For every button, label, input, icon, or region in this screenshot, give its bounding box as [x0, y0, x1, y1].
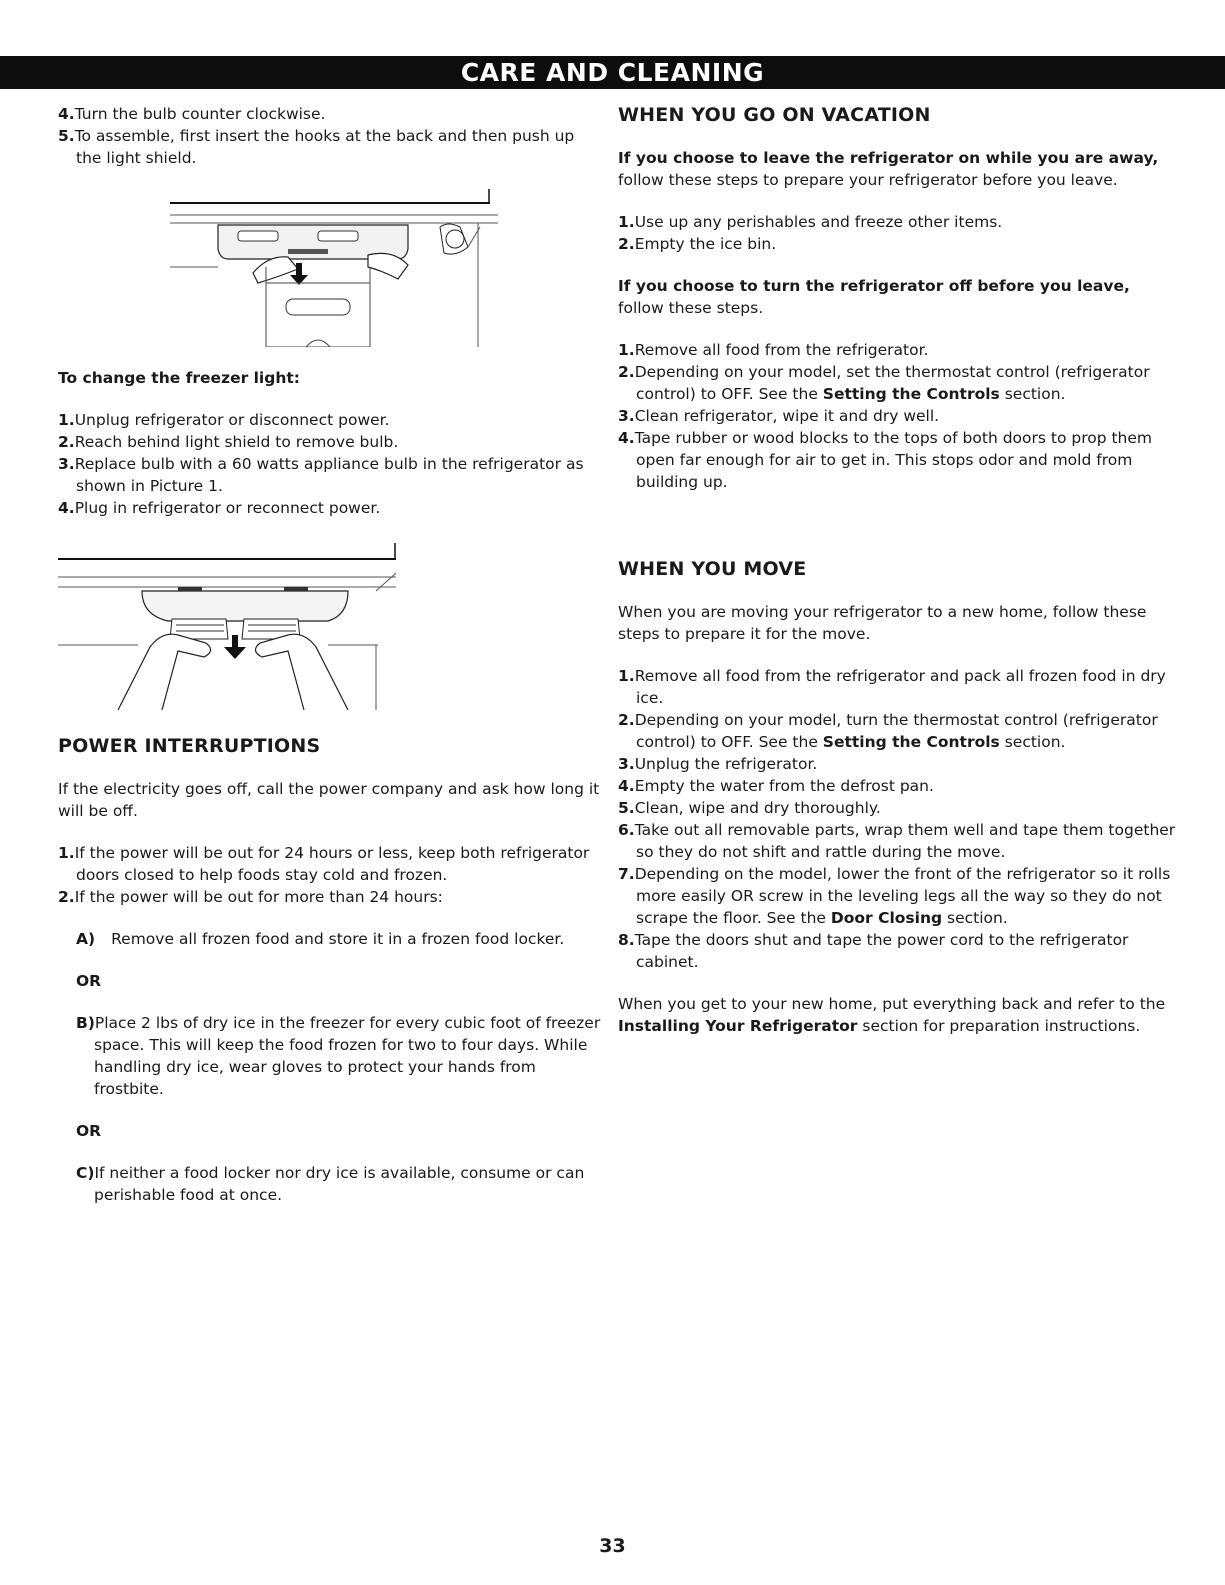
- list-item: 2.If the power will be out for more than 24 hours:: [58, 888, 443, 906]
- move-intro: When you are moving your refrigerator to a new home, follow these steps to prepare it for the move.: [618, 603, 1147, 643]
- freezer-light-heading: To change the freezer light:: [58, 369, 300, 387]
- list-item: 2.Depending on your model, set the thermostat control (refrigerator control) to OFF. See the Setting the Controls section.: [618, 363, 1150, 403]
- or-separator: OR: [76, 1122, 102, 1140]
- list-item: 2.Reach behind light shield to remove bulb.: [58, 433, 399, 451]
- list-item: 1.If the power will be out for 24 hours or less, keep both refrigerator doors closed to help foods stay cold and frozen.: [58, 844, 590, 884]
- vacation-off-intro: If you choose to turn the refrigerator off before you leave, follow these steps.: [618, 277, 1130, 317]
- left-column: [58, 103, 603, 1206]
- vacation-heading: WHEN YOU GO ON VACATION: [618, 104, 931, 126]
- list-item: 4.Empty the water from the defrost pan.: [618, 777, 934, 795]
- light-shield-illustration: [168, 187, 608, 347]
- page-number: 33: [599, 1535, 626, 1557]
- list-item: 4.Tape rubber or wood blocks to the tops of both doors to prop them open far enough for air to get in. This stops odor and mold from building up.: [618, 429, 1153, 491]
- option-c: C)If neither a food locker nor dry ice is available, consume or can perishable food at once.: [76, 1164, 585, 1204]
- list-item: 4.Turn the bulb counter clockwise.: [58, 105, 326, 123]
- move-closing: When you get to your new home, put everything back and refer to the Installing Your Refrigerator section for preparation instructions.: [618, 995, 1166, 1035]
- freezer-light-shield-illustration: [58, 535, 403, 710]
- list-item: 7.Depending on the model, lower the front of the refrigerator so it rolls more easily OR screw in the leveling legs all the way so they do not scrape the floor. See the Door Closing section.: [618, 865, 1171, 927]
- list-item: 5.To assemble, first insert the hooks at the back and then push up the light shield.: [58, 127, 575, 167]
- vacation-on-intro: If you choose to leave the refrigerator on while you are away, follow these steps to prepare your refrigerator before you leave.: [618, 149, 1159, 189]
- list-item: 3.Replace bulb with a 60 watts appliance bulb in the refrigerator as shown in Picture 1.: [58, 455, 584, 495]
- list-item: 2.Empty the ice bin.: [618, 235, 777, 253]
- list-item: 3.Unplug the refrigerator.: [618, 755, 818, 773]
- or-separator: OR: [76, 972, 102, 990]
- move-heading: WHEN YOU MOVE: [618, 558, 807, 580]
- list-item: 6.Take out all removable parts, wrap them well and tape them together so they do not shift and rattle during the move.: [618, 821, 1176, 861]
- option-b: B)Place 2 lbs of dry ice in the freezer for every cubic foot of freezer space. This will keep the food frozen for two to four days. While handling dry ice, wear gloves to protect your hands from frostbite.: [76, 1014, 601, 1098]
- right-column: [618, 103, 1178, 1037]
- list-item: 1.Unplug refrigerator or disconnect power.: [58, 411, 390, 429]
- option-a: A) Remove all frozen food and store it in a frozen food locker.: [76, 930, 565, 948]
- section-title-banner: CARE AND CLEANING: [0, 56, 1225, 89]
- power-intro: If the electricity goes off, call the power company and ask how long it will be off.: [58, 780, 600, 820]
- list-item: 4.Plug in refrigerator or reconnect power.: [58, 499, 381, 517]
- list-item: 3.Clean refrigerator, wipe it and dry well.: [618, 407, 940, 425]
- power-interruptions-heading: POWER INTERRUPTIONS: [58, 735, 321, 757]
- list-item: 2.Depending on your model, turn the thermostat control (refrigerator control) to OFF. See the Setting the Controls section.: [618, 711, 1158, 751]
- list-item: 8.Tape the doors shut and tape the power cord to the refrigerator cabinet.: [618, 931, 1129, 971]
- list-item: 1.Remove all food from the refrigerator.: [618, 341, 929, 359]
- list-item: 1.Use up any perishables and freeze other items.: [618, 213, 1003, 231]
- list-item: 1.Remove all food from the refrigerator and pack all frozen food in dry ice.: [618, 667, 1166, 707]
- list-item: 5.Clean, wipe and dry thoroughly.: [618, 799, 881, 817]
